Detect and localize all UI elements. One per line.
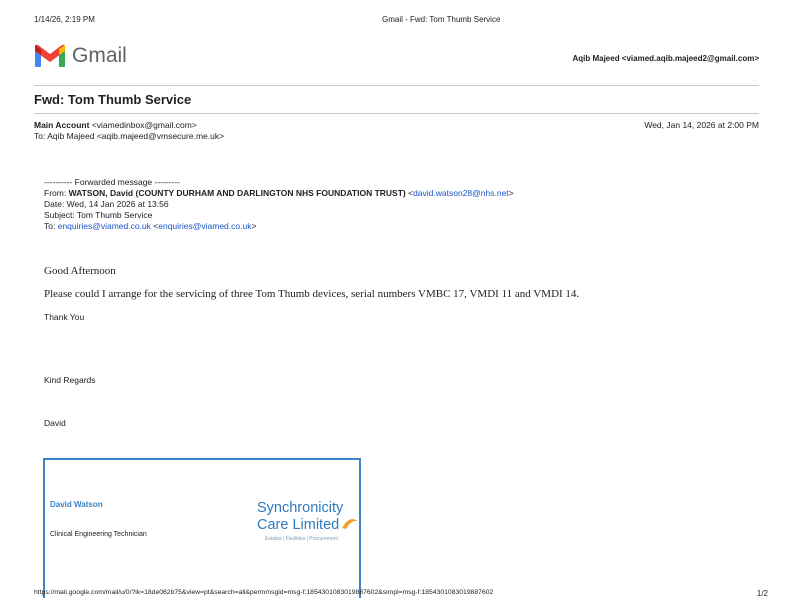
message-date: Wed, Jan 14, 2026 at 2:00 PM	[644, 120, 759, 130]
synchronicity-logo	[257, 500, 343, 542]
message-sender	[34, 120, 197, 130]
forwarded-to: To: enquiries@viamed.co.uk <enquiries@viamed.co.uk>	[44, 221, 257, 231]
print-footer-url: https://mail.google.com/mail/u/0/?ik=18de062b75&view=pt&search=all&permmsgid=msg-f:1854301083019887602&simpl=msg-f:1854301083019887602	[34, 589, 494, 596]
forwarded-from-name: WATSON, David (COUNTY DURHAM AND DARLINGTON NHS FOUNDATION TRUST)	[68, 188, 406, 198]
gmail-wordmark: Gmail	[72, 44, 127, 67]
print-datetime: 1/14/26, 2:19 PM	[34, 15, 95, 24]
body-name: David	[44, 418, 66, 428]
logo-swoosh-icon	[341, 517, 359, 531]
forwarded-to-label: To:	[44, 221, 56, 231]
logo-line-1: Synchronicity	[257, 500, 344, 516]
sender-name: Main Account	[34, 120, 90, 130]
divider	[34, 113, 759, 114]
body-greeting: Good Afternoon	[44, 265, 116, 277]
body-thanks: Thank You	[44, 312, 85, 322]
print-page-number: 1/2	[756, 589, 768, 598]
logo-line-2: Care Limited	[257, 517, 340, 533]
gmail-logo[interactable]	[34, 44, 127, 73]
body-regards: Kind Regards	[44, 375, 96, 385]
signature-name: David Watson	[50, 500, 103, 509]
print-page-title: Gmail - Fwd: Tom Thumb Service	[382, 15, 501, 24]
sender-email: <viamedinbox@gmail.com>	[91, 120, 197, 130]
forwarded-marker: ---------- Forwarded message ---------	[44, 177, 180, 187]
divider	[34, 85, 759, 86]
forwarded-subject: Subject: Tom Thumb Service	[44, 210, 153, 220]
body-request: Please could I arrange for the servicing of three Tom Thumb devices, serial numbers VMBC 17, VMDI 11 and VMDI 14.	[44, 288, 580, 300]
forwarded-to-email[interactable]: enquiries@viamed.co.uk	[57, 221, 151, 231]
gmail-m-icon	[34, 44, 66, 68]
forwarded-from-email[interactable]: david.watson28@nhs.net	[413, 188, 509, 198]
signature-title: Clinical Engineering Technician	[50, 531, 147, 538]
account-owner: Aqib Majeed <viamed.aqib.majeed2@gmail.com>	[572, 54, 759, 63]
signature-box	[43, 458, 361, 598]
message-recipient: To: Aqib Majeed <aqib.majeed@vmsecure.me.uk>	[34, 131, 225, 141]
forwarded-from: From: WATSON, David (COUNTY DURHAM AND DARLINGTON NHS FOUNDATION TRUST) <david.watson28@nhs.net>	[44, 188, 514, 198]
logo-tagline: Estates | Facilities | Procurement	[265, 536, 338, 542]
forwarded-from-label: From:	[44, 188, 67, 198]
forwarded-date: Date: Wed, 14 Jan 2026 at 13:56	[44, 199, 169, 209]
forwarded-to-email-bracket[interactable]: enquiries@viamed.co.uk	[158, 221, 252, 231]
message-subject: Fwd: Tom Thumb Service	[34, 92, 192, 107]
